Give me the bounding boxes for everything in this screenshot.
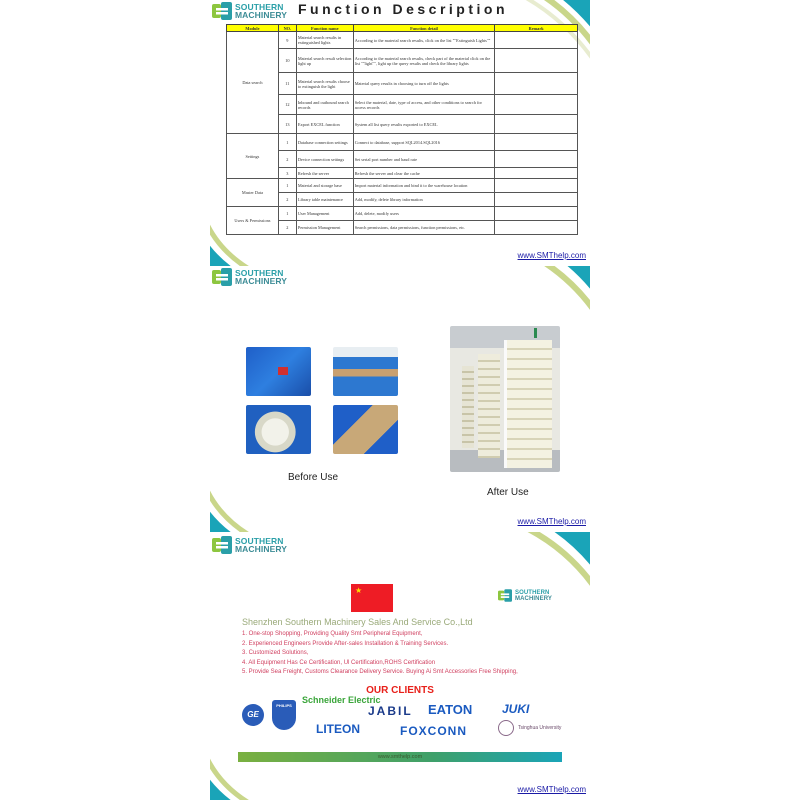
no-cell: 1	[278, 207, 296, 221]
table-row	[227, 193, 578, 207]
logo-line2: MACHINERY	[235, 544, 288, 554]
table-row	[227, 95, 578, 115]
detail-cell: According to the material search results, click on the list ""Extinguish Lights""	[353, 32, 495, 49]
table-row	[227, 134, 578, 151]
remark-cell	[495, 49, 578, 73]
tsinghua-seal-icon	[498, 720, 514, 736]
name-cell: Export EXCEL function	[296, 115, 353, 134]
company-logo-small	[498, 589, 552, 602]
decorative-swoosh-icon	[210, 740, 330, 800]
blue-bins-photo	[246, 347, 311, 396]
list-item: 1. One-stop Shopping, Providing Quality Smt Peripheral Equipment,	[242, 631, 423, 637]
slide-before-after	[210, 266, 590, 532]
china-flag-icon: ★	[351, 584, 393, 612]
table-row	[227, 151, 578, 168]
table-row	[227, 115, 578, 134]
logo-mark-icon	[212, 2, 232, 20]
no-cell: 2	[278, 151, 296, 168]
company-logo	[212, 268, 287, 286]
page-title: Function Description	[298, 1, 508, 17]
remark-cell	[495, 73, 578, 95]
clients-title: OUR CLIENTS	[366, 685, 434, 696]
logo-line2: MACHINERY	[235, 10, 288, 20]
tsinghua-logo	[498, 720, 568, 736]
table-row	[227, 73, 578, 95]
before-use-caption: Before Use	[288, 472, 339, 483]
remark-cell	[495, 221, 578, 235]
detail-cell: Connect to database, support SQL2014.SQL2016	[353, 134, 495, 151]
company-logo	[212, 536, 287, 554]
logo-line2: MACHINERY	[235, 276, 288, 286]
module-cell: Master Data	[227, 179, 279, 207]
name-cell: Inbound and outbound search records	[296, 95, 353, 115]
remark-cell	[495, 179, 578, 193]
website-link[interactable]: www.SMThelp.com	[517, 785, 586, 794]
liteon-logo: LITEON	[316, 722, 360, 736]
name-cell: User Management	[296, 207, 353, 221]
no-cell: 9	[278, 32, 296, 49]
no-cell: 12	[278, 95, 296, 115]
module-cell: Settings	[227, 134, 279, 179]
detail-cell: Import material information and bind it to the warehouse location	[353, 179, 495, 193]
remark-cell	[495, 95, 578, 115]
foxconn-logo: FOXCONN	[400, 724, 467, 738]
juki-logo: JUKI	[502, 702, 530, 716]
logo-line1: SOUTHERN	[235, 536, 284, 546]
shelf-boxes-photo	[333, 347, 398, 396]
website-link[interactable]: www.SMThelp.com	[517, 517, 586, 526]
name-cell: Device connection settings	[296, 151, 353, 168]
remark-cell	[495, 193, 578, 207]
no-cell: 2	[278, 221, 296, 235]
footer-bar: www.smthelp.com	[238, 752, 562, 762]
name-cell: Permission Management	[296, 221, 353, 235]
detail-cell: Select the material, date, type of access, and other conditions to search for access records	[353, 95, 495, 115]
remark-cell	[495, 32, 578, 49]
logo-mark-icon	[498, 589, 512, 602]
logo-mark-icon	[212, 536, 232, 554]
header-module: Module	[227, 25, 279, 32]
no-cell: 10	[278, 49, 296, 73]
detail-cell: System all list query results exported to EXCEL	[353, 115, 495, 134]
detail-cell: Material query results in choosing to turn off the lights	[353, 73, 495, 95]
feature-list	[242, 630, 518, 678]
name-cell: Database connection settings	[296, 134, 353, 151]
remark-cell	[495, 151, 578, 168]
name-cell: Material search results choose to extinguish the light	[296, 73, 353, 95]
name-cell: Material search results in extinguished lights	[296, 32, 353, 49]
company-name: Shenzhen Southern Machinery Sales And Service Co.,Ltd	[242, 617, 473, 627]
no-cell: 13	[278, 115, 296, 134]
remark-cell	[495, 115, 578, 134]
website-link[interactable]: www.SMThelp.com	[517, 251, 586, 260]
logo-line1: SOUTHERN	[515, 589, 550, 596]
table-row	[227, 32, 578, 49]
table-row	[227, 207, 578, 221]
schneider-logo: Schneider Electric	[302, 695, 381, 705]
name-cell: Material search result selection light up	[296, 49, 353, 73]
no-cell: 1	[278, 179, 296, 193]
detail-cell: Search permissions, data permissions, function permissions, etc.	[353, 221, 495, 235]
header-no: NO.	[278, 25, 296, 32]
no-cell: 3	[278, 168, 296, 179]
detail-cell: Refresh the server and clear the cache	[353, 168, 495, 179]
no-cell: 2	[278, 193, 296, 207]
logo-mark-icon	[212, 268, 232, 286]
table-row	[227, 179, 578, 193]
list-item: 4. All Equipment Has Ce Certification, Ul Certification,ROHS Certification	[242, 659, 436, 666]
no-cell: 11	[278, 73, 296, 95]
reels-and-boxes-photo	[333, 405, 398, 454]
header-function-detail: Function detail	[353, 25, 495, 32]
name-cell: Refresh the server	[296, 168, 353, 179]
function-table	[226, 24, 578, 235]
slide-function-description	[210, 0, 590, 266]
jabil-logo: JABIL	[368, 704, 413, 718]
detail-cell: Add, delete, modify users	[353, 207, 495, 221]
list-item: 2. Experienced Engineers Provide After-sales Installation & Training Services.	[242, 640, 449, 647]
detail-cell: Set serial port number and baud rate	[353, 151, 495, 168]
detail-cell: Add, modify, delete library information	[353, 193, 495, 207]
table-row	[227, 168, 578, 179]
remark-cell	[495, 207, 578, 221]
module-cell: Data search	[227, 32, 279, 134]
remark-cell	[495, 134, 578, 151]
logo-line2: MACHINERY	[515, 595, 553, 602]
company-logo	[212, 2, 287, 20]
after-use-caption: After Use	[487, 487, 529, 498]
no-cell: 1	[278, 134, 296, 151]
name-cell: Library table maintenance	[296, 193, 353, 207]
list-item: 5. Provide Sea Freight, Customs Clearance Delivery Service. Buying Ai Smt Accessories Free Shipping,	[242, 669, 518, 676]
remark-cell	[495, 168, 578, 179]
detail-cell: According to the material search results, check part of the material click on the list ""light"", light up the query results and check the library lights	[353, 49, 495, 73]
smart-rack-photo	[450, 326, 560, 472]
list-item: 3. Customized Solutions,	[242, 650, 309, 657]
name-cell: Material and storage base	[296, 179, 353, 193]
eaton-logo: EATON	[428, 702, 473, 717]
header-function-name: Function name	[296, 25, 353, 32]
ge-logo: GE	[242, 704, 264, 726]
tsinghua-label: Tsinghua University	[518, 725, 562, 731]
table-header-row	[227, 25, 578, 32]
slide-company-intro	[210, 532, 590, 800]
module-cell: Users & Permissions	[227, 207, 279, 235]
table-row	[227, 49, 578, 73]
logo-line1: SOUTHERN	[235, 268, 284, 278]
header-remark: Remark	[495, 25, 578, 32]
reels-in-bin-photo	[246, 405, 311, 454]
table-row	[227, 221, 578, 235]
philips-logo: PHILIPS	[272, 700, 296, 730]
logo-line1: SOUTHERN	[235, 2, 284, 12]
